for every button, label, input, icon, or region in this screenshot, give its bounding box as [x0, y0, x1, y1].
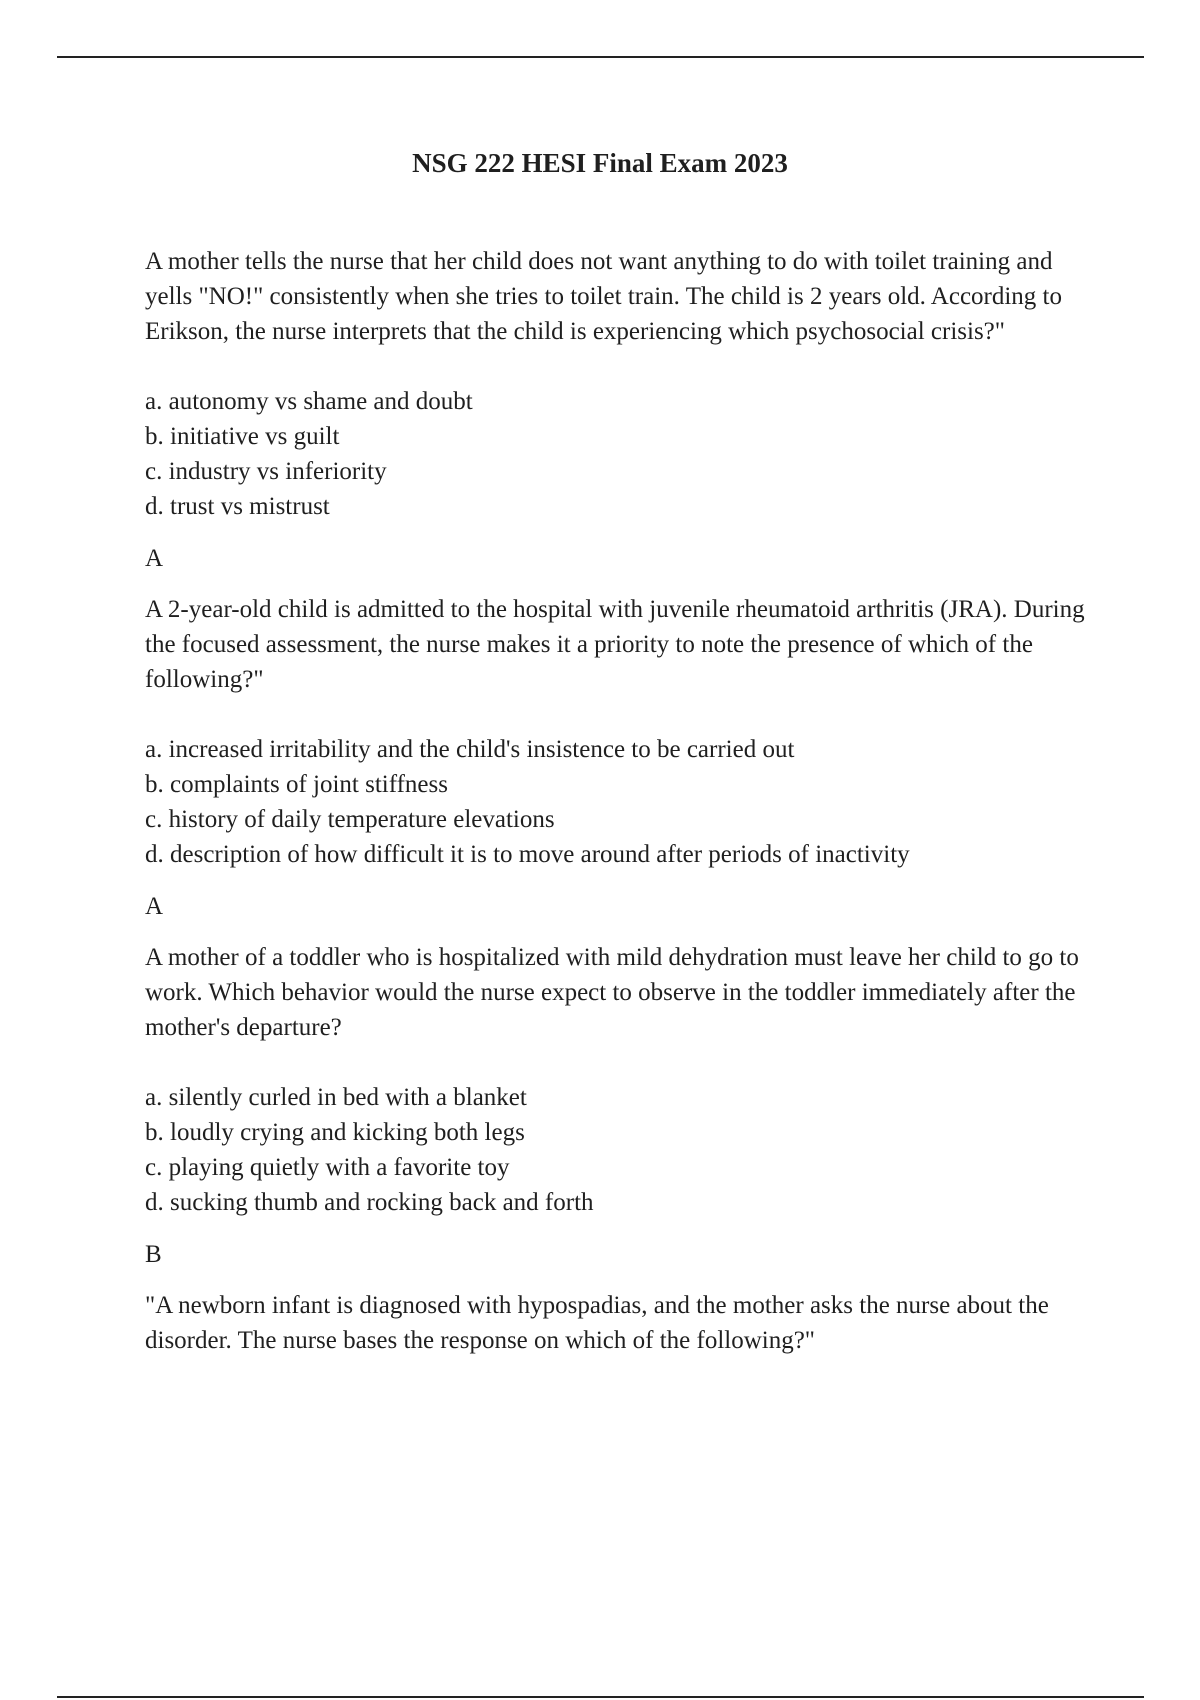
option-c: c. playing quietly with a favorite toy [145, 1154, 510, 1181]
option-a: a. silently curled in bed with a blanket [145, 1084, 527, 1111]
question-stem: A mother tells the nurse that her child does not want anything to do with toilet training and yells "NO!" consistently when she tries to toilet train. The child is 2 years old. According to Erikson, the nurse interprets that the child is experiencing which psychosocial crisis?" [145, 248, 1063, 345]
option-list [145, 1080, 1105, 1220]
option-list [145, 384, 1105, 524]
option-b: b. loudly crying and kicking both legs [145, 1119, 525, 1146]
question-2 [145, 592, 1105, 924]
bottom-rule [57, 1696, 1144, 1698]
question-3 [145, 940, 1105, 1272]
question-4 [145, 1288, 1105, 1358]
option-a: a. increased irritability and the child's insistence to be carried out [145, 736, 795, 763]
question-1 [145, 244, 1105, 576]
option-c: c. history of daily temperature elevations [145, 806, 555, 833]
top-rule [57, 56, 1144, 58]
answer-key: A [145, 893, 164, 920]
option-c: c. industry vs inferiority [145, 458, 387, 485]
question-stem: A 2-year-old child is admitted to the hospital with juvenile rheumatoid arthritis (JRA). During the focused assessment, the nurse makes it a priority to note the presence of which of the following?" [145, 596, 1085, 693]
answer-key: B [145, 1241, 162, 1268]
document-title: NSG 222 HESI Final Exam 2023 [412, 148, 788, 178]
option-d: d. sucking thumb and rocking back and forth [145, 1189, 594, 1216]
option-d: d. trust vs mistrust [145, 493, 330, 520]
question-stem: A mother of a toddler who is hospitalized with mild dehydration must leave her child to go to work. Which behavior would the nurse expect to observe in the toddler immediately after the mother's departure? [145, 944, 1079, 1041]
option-d: d. description of how difficult it is to move around after periods of inactivity [145, 841, 910, 868]
question-list [145, 244, 1105, 1358]
option-list [145, 732, 1105, 872]
option-b: b. complaints of joint stiffness [145, 771, 448, 798]
answer-key: A [145, 545, 164, 572]
option-b: b. initiative vs guilt [145, 423, 340, 450]
question-stem: "A newborn infant is diagnosed with hypospadias, and the mother asks the nurse about the disorder. The nurse bases the response on which of the following?" [145, 1292, 1049, 1354]
option-a: a. autonomy vs shame and doubt [145, 388, 473, 415]
